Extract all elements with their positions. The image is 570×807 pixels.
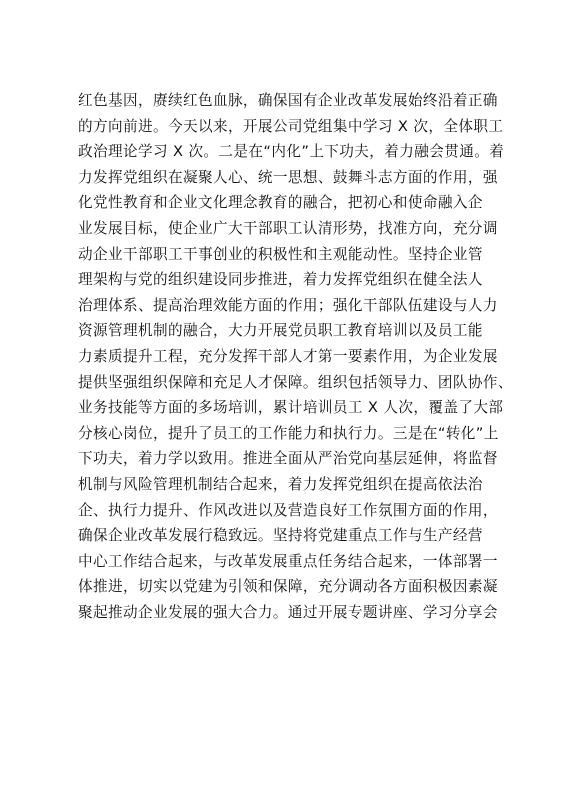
- text-line: 红色基因，赓续红色血脉，确保国有企业改革发展始终沿着正确: [78, 92, 498, 109]
- text-line: 中心工作结合起来，与改革发展重点任务结合起来，一体部署一: [78, 552, 498, 570]
- text-line: 政治理论学习 X 次。二是在“内化”上下功夫，着力融会贯通。着: [78, 143, 505, 161]
- text-line: 业务技能等方面的多场培训，累计培训员工 X 人次，覆盖了大部: [78, 399, 504, 417]
- text-line: 聚起推动企业发展的强大合力。通过开展专题讲座、学习分享会: [78, 603, 498, 621]
- text-line: 体推进，切实以党建为引领和保障，充分调动各方面积极因素凝: [78, 578, 498, 596]
- text-line: 理架构与党的组织建设同步推进，着力发挥党组织在健全法人: [78, 271, 483, 289]
- text-line: 治理体系、提高治理效能方面的作用；强化干部队伍建设与人力: [78, 296, 498, 314]
- text-line: 下功夫，着力学以致用。推进全面从严治党向基层延伸，将监督: [78, 450, 498, 468]
- text-line: 动企业干部职工干事创业的积极性和主观能动性。坚持企业管: [78, 245, 483, 263]
- text-line: 机制与风险管理机制结合起来，着力发挥党组织在提高依法治: [78, 475, 483, 493]
- text-line: 企、执行力提升、作风改进以及营造良好工作氛围方面的作用，: [78, 501, 498, 519]
- text-line: 资源管理机制的融合，大力开展党员职工教育培训以及员工能: [78, 322, 483, 340]
- text-line: 的方向前进。今天以来，开展公司党组集中学习 X 次，全体职工: [78, 117, 504, 135]
- text-line: 确保企业改革发展行稳致远。坚持将党建重点工作与生产经营: [78, 527, 483, 545]
- text-line: 力发挥党组织在凝聚人心、统一思想、鼓舞斗志方面的作用，强: [78, 168, 498, 186]
- text-line: 业发展目标，使企业广大干部职工认清形势，找准方向，充分调: [78, 219, 498, 237]
- body-paragraph: [78, 88, 513, 625]
- text-line: 力素质提升工程，充分发挥干部人才第一要素作用，为企业发展: [78, 347, 498, 365]
- text-line: 化党性教育和企业文化理念教育的融合，把初心和使命融入企: [78, 194, 483, 212]
- text-line: 分核心岗位，提升了员工的工作能力和执行力。三是在“转化”上: [78, 424, 499, 442]
- text-line: 提供坚强组织保障和充足人才保障。组织包括领导力、团队协作、: [78, 373, 513, 391]
